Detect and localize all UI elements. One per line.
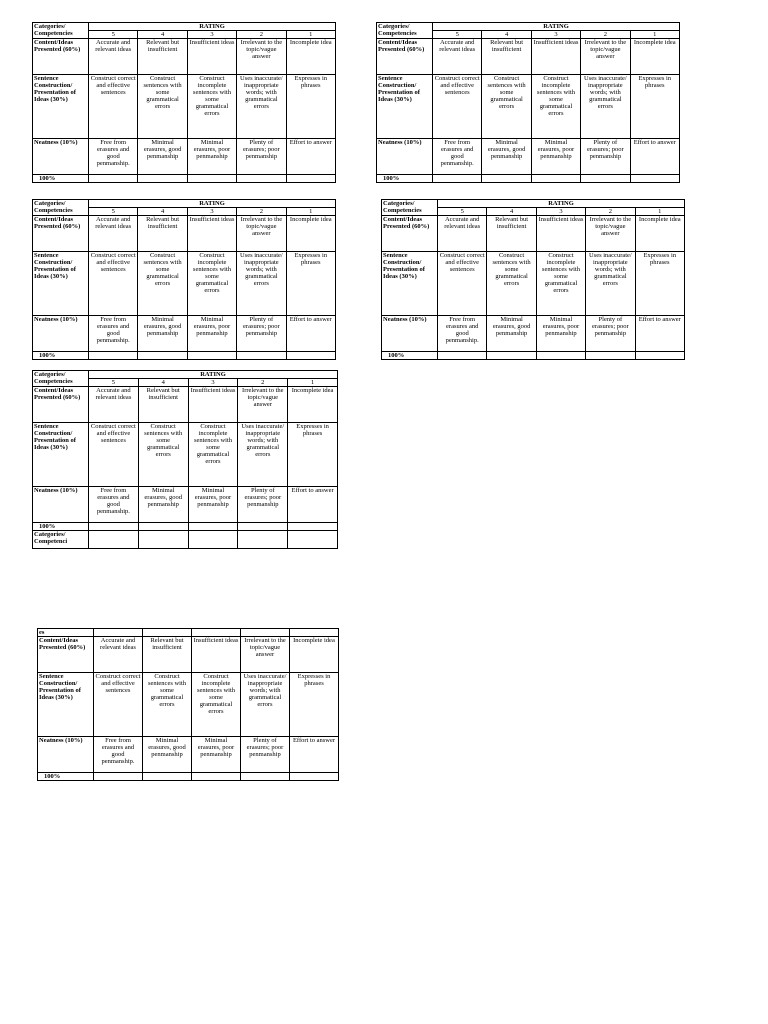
rubric-cell: Insufficient ideas <box>192 637 241 673</box>
rubric-cell: Relevant but insufficient <box>138 216 187 252</box>
category-content: Content/Ideas Presented (60%) <box>33 216 89 252</box>
rubric-cell: Construct incomplete sentences with some grammatical errors <box>188 423 238 487</box>
rubric-cell: Minimal erasures, poor penmanship <box>531 139 580 175</box>
rubric-cell: Accurate and relevant ideas <box>433 39 482 75</box>
score-1: 1 <box>286 208 335 216</box>
empty-cell <box>482 175 531 183</box>
empty-cell <box>531 175 580 183</box>
rubric-cell: Irrelevant to the topic/vague answer <box>581 39 630 75</box>
score-1: 1 <box>630 31 679 39</box>
empty-cell <box>89 175 138 183</box>
rubric-cell: Free from erasures and good penmanship. <box>89 139 138 175</box>
rubric-cell: Accurate and relevant ideas <box>89 387 139 423</box>
total-label: 100% <box>33 352 89 360</box>
empty-cell <box>433 175 482 183</box>
score-3: 3 <box>188 379 238 387</box>
empty-cell <box>192 629 241 637</box>
rubric-cell: Minimal erasures, poor penmanship <box>187 139 236 175</box>
rubric-cell: Relevant but insufficient <box>138 387 188 423</box>
empty-cell <box>188 523 238 531</box>
rubric-cell: Plenty of erasures; poor penmanship <box>237 316 286 352</box>
category-header: Categories/ Competencies <box>33 371 89 387</box>
empty-cell <box>192 773 241 781</box>
rubric-cell: Plenty of erasures; poor penmanship <box>237 139 286 175</box>
rubric-cell: Uses inaccurate/ inappropriate words; with grammatical errors <box>241 673 290 737</box>
rubric-cell: Uses inaccurate/ inappropriate words; with grammatical errors <box>237 75 286 139</box>
rubric-cell: Incomplete idea <box>630 39 679 75</box>
rubric-cell: Free from erasures and good penmanship. <box>89 487 139 523</box>
rubric-cell: Uses inaccurate/ inappropriate words; with grammatical errors <box>586 252 635 316</box>
score-5: 5 <box>438 208 487 216</box>
rubric-cell: Expresses in phrases <box>630 75 679 139</box>
rubric-cell: Construct correct and effective sentences <box>438 252 487 316</box>
rubric-cell: Free from erasures and good penmanship. <box>94 737 143 773</box>
partial-header-label: es <box>38 629 94 637</box>
rubric-cell: Incomplete idea <box>290 637 339 673</box>
empty-cell <box>89 531 139 549</box>
rubric-table-6 <box>37 628 339 781</box>
empty-cell <box>237 175 286 183</box>
score-1: 1 <box>635 208 684 216</box>
score-3: 3 <box>531 31 580 39</box>
category-content: Content/Ideas Presented (60%) <box>33 39 89 75</box>
rating-header: RATING <box>438 200 685 208</box>
rubric-cell: Expresses in phrases <box>290 673 339 737</box>
score-2: 2 <box>581 31 630 39</box>
empty-cell <box>487 352 536 360</box>
rubric-cell: Construct incomplete sentences with some grammatical errors <box>531 75 580 139</box>
category-sentence: Sentence Construction/ Presentation of Ideas (30%) <box>33 423 89 487</box>
score-4: 4 <box>487 208 536 216</box>
rubric-cell: Accurate and relevant ideas <box>438 216 487 252</box>
category-header: Categories/ Competencies <box>33 200 89 216</box>
empty-cell <box>635 352 684 360</box>
empty-cell <box>288 523 338 531</box>
empty-cell <box>143 629 192 637</box>
category-neatness: Neatness (10%) <box>377 139 433 175</box>
empty-cell <box>138 352 187 360</box>
rubric-cell: Construct sentences with some grammatical errors <box>138 423 188 487</box>
rating-header: RATING <box>89 371 338 379</box>
rubric-cell: Effort to answer <box>290 737 339 773</box>
rubric-table-3 <box>32 199 336 360</box>
score-5: 5 <box>89 379 139 387</box>
empty-cell <box>188 531 238 549</box>
rubric-cell: Accurate and relevant ideas <box>89 39 138 75</box>
empty-cell <box>290 773 339 781</box>
rubric-cell: Accurate and relevant ideas <box>89 216 138 252</box>
rubric-cell: Insufficient ideas <box>531 39 580 75</box>
category-content: Content/Ideas Presented (60%) <box>33 387 89 423</box>
empty-cell <box>94 629 143 637</box>
rubric-cell: Expresses in phrases <box>635 252 684 316</box>
rubric-cell: Construct correct and effective sentences <box>89 423 139 487</box>
rubric-cell: Construct correct and effective sentences <box>94 673 143 737</box>
rubric-cell: Effort to answer <box>286 316 335 352</box>
rubric-cell: Uses inaccurate/ inappropriate words; with grammatical errors <box>237 252 286 316</box>
score-3: 3 <box>187 208 236 216</box>
category-header: Categories/ Competencies <box>382 200 438 216</box>
rubric-cell: Construct incomplete sentences with some grammatical errors <box>536 252 585 316</box>
category-content: Content/Ideas Presented (60%) <box>377 39 433 75</box>
category-content: Content/Ideas Presented (60%) <box>38 637 94 673</box>
rubric-cell: Free from erasures and good penmanship. <box>438 316 487 352</box>
rubric-cell: Minimal erasures, good penmanship <box>138 139 187 175</box>
score-1: 1 <box>286 31 335 39</box>
empty-cell <box>94 773 143 781</box>
score-2: 2 <box>237 208 286 216</box>
rubric-cell: Construct incomplete sentences with some grammatical errors <box>187 252 236 316</box>
rating-header: RATING <box>89 23 336 31</box>
rubric-cell: Insufficient ideas <box>188 387 238 423</box>
category-sentence: Sentence Construction/ Presentation of Ideas (30%) <box>38 673 94 737</box>
rubric-cell: Insufficient ideas <box>187 216 236 252</box>
category-header: Categories/ Competencies <box>33 23 89 39</box>
rubric-cell: Irrelevant to the topic/vague answer <box>238 387 288 423</box>
rubric-cell: Minimal erasures, good penmanship <box>143 737 192 773</box>
category-neatness: Neatness (10%) <box>382 316 438 352</box>
empty-cell <box>187 352 236 360</box>
empty-cell <box>143 773 192 781</box>
total-label: 100% <box>33 523 89 531</box>
rubric-cell: Plenty of erasures; poor penmanship <box>586 316 635 352</box>
rubric-cell: Construct correct and effective sentences <box>433 75 482 139</box>
rubric-cell: Effort to answer <box>635 316 684 352</box>
empty-cell <box>630 175 679 183</box>
rubric-cell: Uses inaccurate/ inappropriate words; with grammatical errors <box>238 423 288 487</box>
total-label: 100% <box>38 773 94 781</box>
empty-cell <box>241 629 290 637</box>
rubric-cell: Incomplete idea <box>286 216 335 252</box>
empty-cell <box>138 175 187 183</box>
category-sentence: Sentence Construction/ Presentation of Ideas (30%) <box>377 75 433 139</box>
score-2: 2 <box>586 208 635 216</box>
rating-header: RATING <box>89 200 336 208</box>
score-2: 2 <box>238 379 288 387</box>
empty-cell <box>187 175 236 183</box>
rubric-cell: Effort to answer <box>286 139 335 175</box>
score-2: 2 <box>237 31 286 39</box>
empty-cell <box>581 175 630 183</box>
rubric-cell: Irrelevant to the topic/vague answer <box>237 39 286 75</box>
total-label: 100% <box>33 175 89 183</box>
rubric-cell: Insufficient ideas <box>187 39 236 75</box>
rubric-cell: Relevant but insufficient <box>143 637 192 673</box>
category-header: Categories/ Competencies <box>377 23 433 39</box>
total-label: 100% <box>382 352 438 360</box>
rubric-cell: Effort to answer <box>288 487 338 523</box>
rating-header: RATING <box>433 23 680 31</box>
rubric-cell: Minimal erasures, good penmanship <box>138 487 188 523</box>
rubric-cell: Construct sentences with some grammatical errors <box>138 75 187 139</box>
category-content: Content/Ideas Presented (60%) <box>382 216 438 252</box>
rubric-cell: Plenty of erasures; poor penmanship <box>241 737 290 773</box>
rubric-cell: Minimal erasures, good penmanship <box>138 316 187 352</box>
category-sentence: Sentence Construction/ Presentation of Ideas (30%) <box>382 252 438 316</box>
rubric-table-2 <box>376 22 680 183</box>
empty-cell <box>237 352 286 360</box>
category-neatness: Neatness (10%) <box>38 737 94 773</box>
score-1: 1 <box>288 379 338 387</box>
score-5: 5 <box>89 31 138 39</box>
rubric-cell: Insufficient ideas <box>536 216 585 252</box>
rubric-cell: Plenty of erasures; poor penmanship <box>581 139 630 175</box>
rubric-cell: Construct sentences with some grammatical errors <box>138 252 187 316</box>
rubric-cell: Expresses in phrases <box>288 423 338 487</box>
total-label: 100% <box>377 175 433 183</box>
rubric-cell: Effort to answer <box>630 139 679 175</box>
rubric-cell: Accurate and relevant ideas <box>94 637 143 673</box>
rubric-cell: Minimal erasures, poor penmanship <box>188 487 238 523</box>
empty-cell <box>241 773 290 781</box>
rubric-cell: Construct correct and effective sentences <box>89 252 138 316</box>
rubric-cell: Relevant but insufficient <box>487 216 536 252</box>
score-5: 5 <box>89 208 138 216</box>
empty-cell <box>238 531 288 549</box>
empty-cell <box>89 523 139 531</box>
empty-cell <box>586 352 635 360</box>
category-neatness: Neatness (10%) <box>33 487 89 523</box>
rubric-cell: Relevant but insufficient <box>482 39 531 75</box>
extra-row-label: Categories/ Competenci <box>33 531 89 549</box>
rubric-cell: Construct incomplete sentences with some grammatical errors <box>187 75 236 139</box>
rubric-cell: Minimal erasures, good penmanship <box>487 316 536 352</box>
empty-cell <box>238 523 288 531</box>
score-4: 4 <box>138 31 187 39</box>
rubric-cell: Minimal erasures, good penmanship <box>482 139 531 175</box>
empty-cell <box>89 352 138 360</box>
score-4: 4 <box>482 31 531 39</box>
rubric-cell: Incomplete idea <box>635 216 684 252</box>
score-4: 4 <box>138 379 188 387</box>
rubric-cell: Irrelevant to the topic/vague answer <box>586 216 635 252</box>
rubric-cell: Relevant but insufficient <box>138 39 187 75</box>
rubric-cell: Free from erasures and good penmanship. <box>89 316 138 352</box>
rubric-cell: Incomplete idea <box>286 39 335 75</box>
rubric-cell: Construct sentences with some grammatical errors <box>143 673 192 737</box>
empty-cell <box>138 523 188 531</box>
empty-cell <box>290 629 339 637</box>
empty-cell <box>438 352 487 360</box>
rubric-cell: Expresses in phrases <box>286 252 335 316</box>
rubric-cell: Construct sentences with some grammatical errors <box>482 75 531 139</box>
rubric-table-4 <box>381 199 685 360</box>
empty-cell <box>286 175 335 183</box>
score-3: 3 <box>536 208 585 216</box>
category-sentence: Sentence Construction/ Presentation of Ideas (30%) <box>33 75 89 139</box>
empty-cell <box>536 352 585 360</box>
rubric-cell: Construct incomplete sentences with some grammatical errors <box>192 673 241 737</box>
rubric-cell: Expresses in phrases <box>286 75 335 139</box>
empty-cell <box>288 531 338 549</box>
rubric-cell: Incomplete idea <box>288 387 338 423</box>
rubric-table-1 <box>32 22 336 183</box>
rubric-cell: Irrelevant to the topic/vague answer <box>237 216 286 252</box>
empty-cell <box>138 531 188 549</box>
rubric-cell: Free from erasures and good penmanship. <box>433 139 482 175</box>
score-5: 5 <box>433 31 482 39</box>
rubric-cell: Minimal erasures, poor penmanship <box>536 316 585 352</box>
score-3: 3 <box>187 31 236 39</box>
category-sentence: Sentence Construction/ Presentation of Ideas (30%) <box>33 252 89 316</box>
empty-cell <box>286 352 335 360</box>
category-neatness: Neatness (10%) <box>33 139 89 175</box>
rubric-cell: Minimal erasures, poor penmanship <box>187 316 236 352</box>
rubric-cell: Construct correct and effective sentences <box>89 75 138 139</box>
rubric-cell: Construct sentences with some grammatical errors <box>487 252 536 316</box>
rubric-cell: Minimal erasures, poor penmanship <box>192 737 241 773</box>
rubric-cell: Plenty of erasures; poor penmanship <box>238 487 288 523</box>
category-neatness: Neatness (10%) <box>33 316 89 352</box>
rubric-cell: Uses inaccurate/ inappropriate words; with grammatical errors <box>581 75 630 139</box>
rubric-cell: Irrelevant to the topic/vague answer <box>241 637 290 673</box>
score-4: 4 <box>138 208 187 216</box>
rubric-table-5 <box>32 370 338 549</box>
